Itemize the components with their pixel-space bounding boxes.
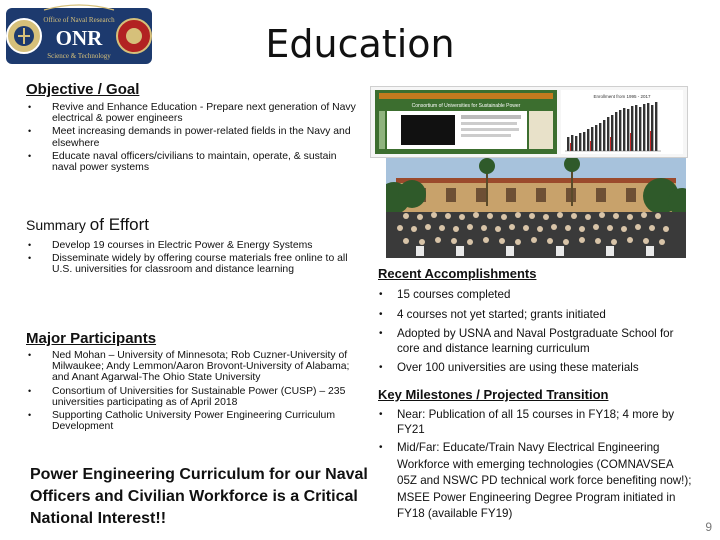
list-item: • Revive and Enhance Education - Prepare next generation of Navy electrical & power engineers xyxy=(28,102,356,125)
page-number: 9 xyxy=(705,520,712,534)
screenshot-chart-title: Enrollment from 1995 - 2017 xyxy=(593,94,651,99)
svg-text:Science & Technology: Science & Technology xyxy=(47,52,111,60)
list-item: • Supporting Catholic University Power Engineering Curriculum Development xyxy=(28,410,335,433)
list-item: • Develop 19 courses in Electric Power & Energy Systems xyxy=(28,240,313,251)
summary-list xyxy=(26,240,356,278)
group-photo xyxy=(386,158,686,258)
accomplishments-heading: Recent Accomplishments xyxy=(378,266,537,281)
logo-text: ONR xyxy=(55,26,103,50)
list-item: • Disseminate widely by offering course materials free online to all U.S. universities for classroom and distance learning xyxy=(28,253,348,276)
list-item: • 4 courses not yet started; grants initiated xyxy=(379,307,606,321)
list-item: • Educate naval officers/civilians to maintain, operate, & sustain naval power systems xyxy=(28,150,337,174)
objective-heading: Objective / Goal xyxy=(26,81,140,98)
list-item: • Meet increasing demands in power-related fields in the Navy and elsewhere xyxy=(28,126,351,149)
list-item: • Near: Publication of all 15 courses in FY18; 4 more by FY21 xyxy=(379,408,675,436)
svg-text:Office of Naval Research: Office of Naval Research xyxy=(43,16,115,24)
list-item: • Over 100 universities are using these materials xyxy=(379,361,639,374)
list-item: • Adopted by USNA and Naval Postgraduate School for core and distance learning curriculum xyxy=(379,327,674,355)
summary-heading: Summary of Effort xyxy=(26,215,150,234)
website-screenshot xyxy=(370,86,688,158)
list-item: • Ned Mohan – University of Minnesota; Rob Cuzner-University of Milwaukee; Andy Lemmon/Aaron Brovont-University of Alabama; and Anant Agarwal-The Ohio State University xyxy=(28,350,350,384)
tagline: Power Engineering Curriculum for our Naval Officers and Civilian Workforce is a Critical National Interest!! xyxy=(30,466,368,527)
list-item: • Mid/Far: Educate/Train Navy Electrical Engineering Workforce with emerging technologies (COMNAVSEA 05Z and NSWC PD technical work force benefiting now!); MSEE Power Engineering Degree Program initiated in FY18 (available FY19) xyxy=(379,441,692,520)
participants-heading: Major Participants xyxy=(26,330,157,347)
screenshot-site-title: Consortium of Universities for Sustainable Power xyxy=(411,103,521,109)
page-title: Education xyxy=(265,22,455,66)
objective-list xyxy=(26,102,361,175)
milestones-heading: Key Milestones / Projected Transition xyxy=(378,387,609,402)
list-item: • Consortium of Universities for Sustainable Power (CUSP) – 235 universities participating as of April 2018 xyxy=(28,385,346,408)
milestones-list xyxy=(378,408,696,528)
participants-list xyxy=(26,350,356,434)
accomplishments-list xyxy=(378,288,696,381)
list-item: • 15 courses completed xyxy=(379,288,511,301)
